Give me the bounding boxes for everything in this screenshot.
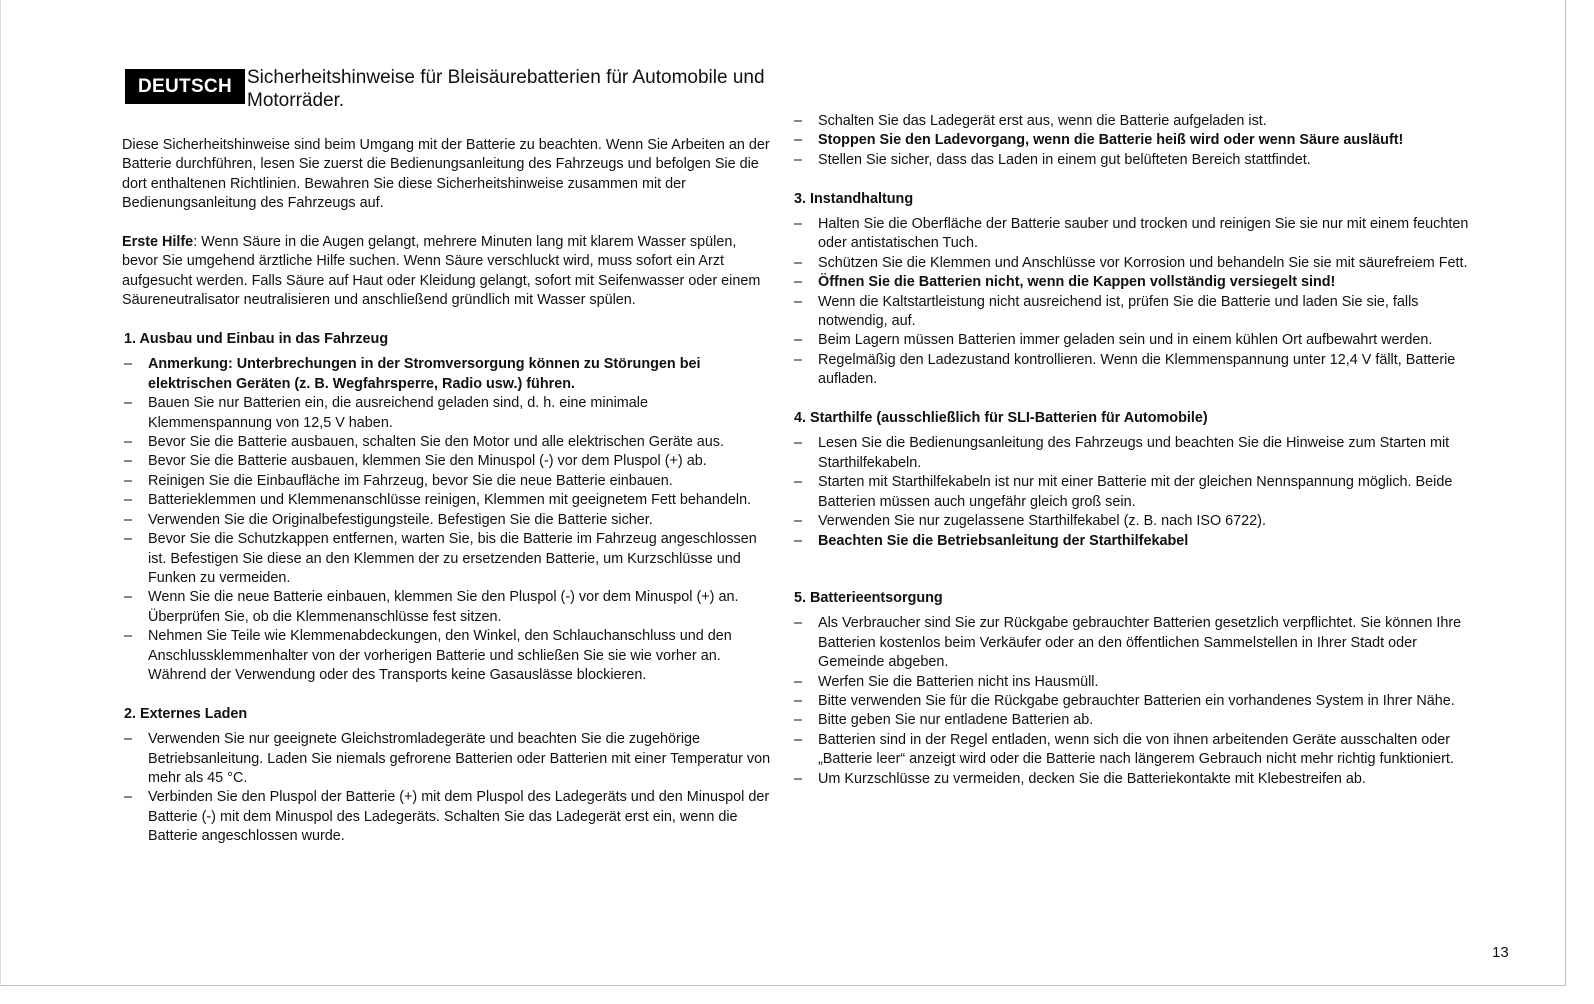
dash-bullet: – [124, 789, 133, 806]
dash-bullet: – [794, 216, 803, 233]
dash-bullet: – [794, 692, 803, 709]
dash-bullet: – [794, 351, 803, 368]
list-item-text: Batterieklemmen und Klemmenanschlüsse reinigen, Klemmen mit geeignetem Fett behandeln. [148, 492, 752, 509]
list-item [122, 788, 772, 846]
list-item-text: Schalten Sie das Ladegerät erst aus, wenn die Batterie aufgeladen ist. [818, 113, 1267, 129]
section-heading-1: 1. Ausbau und Einbau in das Fahrzeug [124, 331, 389, 348]
list-item [122, 588, 772, 627]
list-item [792, 512, 1482, 531]
dash-bullet: – [124, 395, 133, 412]
list-item [122, 627, 772, 685]
list-item-text: Bitte geben Sie nur entladene Batterien ab. [818, 712, 1094, 729]
dash-bullet: – [794, 151, 803, 168]
dash-bullet: – [124, 472, 133, 489]
spacer [792, 170, 1482, 189]
section-heading-5: 5. Batterieentsorgung [794, 589, 943, 606]
dash-bullet: – [794, 474, 803, 491]
list-item-text: Bevor Sie die Schutzkappen entfernen, warten Sie, bis die Batterie im Fahrzeug angeschlossen ist. Befestigen Sie diese an den Klemmen der zu ersetzenden Batterie, um Kurzschlüsse und Funken zu vermeiden. [148, 531, 757, 586]
list-item-text: Regelmäßig den Ladezustand kontrollieren. Wenn die Klemmenspannung unter 12,4 V fällt, Batterie aufladen. [818, 351, 1456, 388]
list-item [792, 731, 1482, 770]
list-item-text: Stoppen Sie den Ladevorgang, wenn die Batterie heiß wird oder wenn Säure ausläuft! [818, 132, 1404, 149]
list-item-text: Verwenden Sie nur geeignete Gleichstromladegeräte und beachten Sie die zugehörige Betriebsanleitung. Laden Sie niemals gefrorene Batterien oder Batterien mit einer Temperatur von mehr als 45 °C. [148, 731, 771, 786]
list-item [792, 215, 1482, 254]
list-item [792, 532, 1482, 551]
list-item [792, 112, 1482, 131]
list-item-text: Wenn die Kaltstartleistung nicht ausreichend ist, prüfen Sie die Batterie und laden Sie sie, falls notwendig, auf. [818, 293, 1419, 330]
dash-bullet: – [794, 293, 803, 310]
list-item-text: Beim Lagern müssen Batterien immer geladen sein und in einem kühlen Ort aufbewahrt werden. [818, 332, 1433, 349]
dash-bullet: – [794, 731, 803, 748]
bullet-list-section-5 [792, 614, 1482, 789]
list-item [792, 673, 1482, 692]
list-item-text: Werfen Sie die Batterien nicht ins Hausmüll. [818, 673, 1099, 690]
dash-bullet: – [794, 113, 803, 129]
list-item [792, 770, 1482, 789]
list-item-text: Stellen Sie sicher, dass das Laden in einem gut belüfteten Bereich stattfindet. [818, 151, 1311, 168]
dash-bullet: – [124, 453, 133, 470]
dash-bullet: – [794, 254, 803, 271]
spacer [792, 390, 1482, 409]
list-item [792, 254, 1482, 273]
list-item [792, 151, 1482, 170]
list-item-text: Bitte verwenden Sie für die Rückgabe gebrauchter Batterien ein vorhandenes System in Ihrer Nähe. [818, 692, 1455, 709]
list-item-text: Reinigen Sie die Einbaufläche im Fahrzeug, bevor Sie die neue Batterie einbauen. [148, 472, 673, 489]
list-item [122, 530, 772, 588]
spacer [122, 685, 772, 704]
list-item [792, 473, 1482, 512]
list-item-text: Öffnen Sie die Batterien nicht, wenn die Kappen vollständig versiegelt sind! [818, 274, 1336, 291]
section-heading-2: 2. Externes Laden [124, 705, 248, 722]
list-item [122, 394, 772, 433]
list-item-text: Halten Sie die Oberfläche der Batterie sauber und trocken und reinigen Sie sie nur mit einem feuchten oder antistatischen Tuch. [818, 216, 1469, 252]
list-item-text: Verwenden Sie die Originalbefestigungsteile. Befestigen Sie die Batterie sicher. [148, 511, 653, 528]
first-aid-paragraph [122, 233, 772, 311]
bullet-list-section-3 [792, 215, 1482, 390]
list-item-text: Anmerkung: Unterbrechungen in der Stromversorgung können zu Störungen bei elektrischen Geräten (z. B. Wegfahrsperre, Radio usw.) führen. [148, 356, 701, 392]
list-item-text: Batterien sind in der Regel entladen, wenn sich die von ihnen arbeitenden Geräte ausschalten oder „Batterie leer“ anzeigt wird oder die Batterie nach längerem Gebrauch nicht mehr richtig funktioniert. [818, 731, 1454, 768]
dash-bullet: – [124, 511, 133, 528]
dash-bullet: – [794, 332, 803, 349]
language-badge: DEUTSCH [125, 69, 245, 104]
bullet-list-section-2 [122, 730, 772, 846]
list-item-text: Schützen Sie die Klemmen und Anschlüsse vor Korrosion und behandeln Sie sie mit säurefreiem Fett. [818, 254, 1468, 271]
first-aid-label: Erste Hilfe [122, 234, 194, 251]
dash-bullet: – [124, 434, 133, 451]
list-item [122, 491, 772, 510]
list-item-text: Beachten Sie die Betriebsanleitung der Starthilfekabel [818, 532, 1189, 549]
list-item-text: Lesen Sie die Bedienungsanleitung des Fahrzeugs und beachten Sie die Hinweise zum Starten mit Starthilfekabeln. [818, 435, 1450, 471]
dash-bullet: – [124, 731, 133, 748]
dash-bullet: – [124, 531, 133, 548]
list-item-text: Als Verbraucher sind Sie zur Rückgabe gebrauchter Batterien gesetzlich verpflichtet. Sie können Ihre Batterien kostenlos beim Verkäufer oder an den öffentlichen Sammelstellen in Ihrer Stadt oder Gemeinde abgeben. [818, 615, 1462, 671]
list-item-text: Wenn Sie die neue Batterie einbauen, klemmen Sie den Pluspol (-) vor dem Minuspol (+) an. Überprüfen Sie, ob die Klemmenanschlüsse fest sitzen. [148, 589, 739, 625]
first-aid-text: : Wenn Säure in die Augen gelangt, mehrere Minuten lang mit klarem Wasser spülen, bevor Sie umgehend ärztliche Hilfe suchen. Wenn Säure verschluckt wird, muss sofort ein Arzt aufgesucht werden. Falls Säure auf Haut oder Kleidung gelangt, sofort mit Seifenwasser oder einem Säureneutralisator neutralisieren und anschließend gründlich mit Wasser spülen. [122, 234, 761, 309]
list-item [792, 351, 1482, 390]
page-title [247, 66, 807, 112]
spacer [792, 551, 1482, 589]
left-column [122, 136, 772, 847]
list-item [792, 273, 1482, 292]
list-item-text: Verwenden Sie nur zugelassene Starthilfekabel (z. B. nach ISO 6722). [818, 513, 1266, 530]
list-item [792, 614, 1482, 672]
section-heading-4: 4. Starthilfe (ausschließlich für SLI-Batterien für Automobile) [794, 410, 1208, 427]
title-line-1: Sicherheitshinweise für Bleisäurebatterien für Automobile und [247, 67, 765, 88]
dash-bullet: – [794, 132, 803, 149]
dash-bullet: – [794, 712, 803, 729]
list-item [122, 355, 772, 394]
dash-bullet: – [124, 492, 133, 509]
list-item [792, 131, 1482, 150]
list-item-text: Bevor Sie die Batterie ausbauen, schalten Sie den Motor und alle elektrischen Geräte aus. [148, 434, 724, 451]
title-line-2: Motorräder. [247, 90, 345, 111]
list-item [122, 472, 772, 491]
list-item-text: Bevor Sie die Batterie ausbauen, klemmen Sie den Minuspol (-) vor dem Pluspol (+) ab. [148, 453, 707, 470]
dash-bullet: – [794, 615, 803, 632]
section-heading-3: 3. Instandhaltung [794, 190, 914, 207]
dash-bullet: – [794, 532, 803, 549]
list-item [122, 511, 772, 530]
bullet-list-section-2-continued [792, 112, 1482, 170]
dash-bullet: – [794, 770, 803, 787]
list-item [122, 452, 772, 471]
list-item-text: Starten mit Starthilfekabeln ist nur mit einer Batterie mit der gleichen Nennspannung möglich. Beide Batterien müssen auch ungefähr gleich groß sein. [818, 474, 1453, 510]
list-item [792, 331, 1482, 350]
list-item-text: Nehmen Sie Teile wie Klemmenabdeckungen, den Winkel, den Schlauchanschluss und den Anschlussklemmenhalter von der vorherigen Batterie und schließen Sie sie wie vorher an. Während der Verwendung oder des Transports keine Gasauslässe blockieren. [148, 628, 732, 683]
dash-bullet: – [124, 356, 133, 373]
dash-bullet: – [794, 435, 803, 452]
dash-bullet: – [124, 589, 133, 606]
list-item [792, 293, 1482, 332]
list-item [122, 433, 772, 452]
intro-paragraph: Diese Sicherheitshinweise sind beim Umgang mit der Batterie zu beachten. Wenn Sie Arbeiten an der Batterie durchführen, lesen Sie zuerst die Bedienungsanleitung des Fahrzeugs und befolgen Sie die dort enthaltenen Richtlinien. Bewahren Sie diese Sicherheitshinweise zusammen mit der Bedienungsanleitung des Fahrzeugs auf. [122, 137, 770, 212]
dash-bullet: – [794, 673, 803, 690]
bullet-list-section-4 [792, 434, 1482, 550]
list-item [792, 692, 1482, 711]
list-item-text: Bauen Sie nur Batterien ein, die ausreichend geladen sind, d. h. eine minimale Klemmenspannung von 12,5 V haben. [148, 395, 648, 431]
list-item [792, 434, 1482, 473]
dash-bullet: – [794, 274, 803, 291]
page-number: 13 [1492, 944, 1509, 961]
list-item [792, 711, 1482, 730]
list-item-text: Um Kurzschlüsse zu vermeiden, decken Sie die Batteriekontakte mit Klebestreifen ab. [818, 770, 1366, 787]
list-item [122, 730, 772, 788]
bullet-list-section-1 [122, 355, 772, 685]
dash-bullet: – [124, 628, 133, 645]
dash-bullet: – [794, 513, 803, 530]
right-column [792, 112, 1482, 789]
list-item-text: Verbinden Sie den Pluspol der Batterie (+) mit dem Pluspol des Ladegeräts und den Minuspol der Batterie (-) mit dem Minuspol des Ladegeräts. Schalten Sie das Ladegerät erst ein, wenn die Batterie angeschlossen wurde. [148, 789, 770, 845]
